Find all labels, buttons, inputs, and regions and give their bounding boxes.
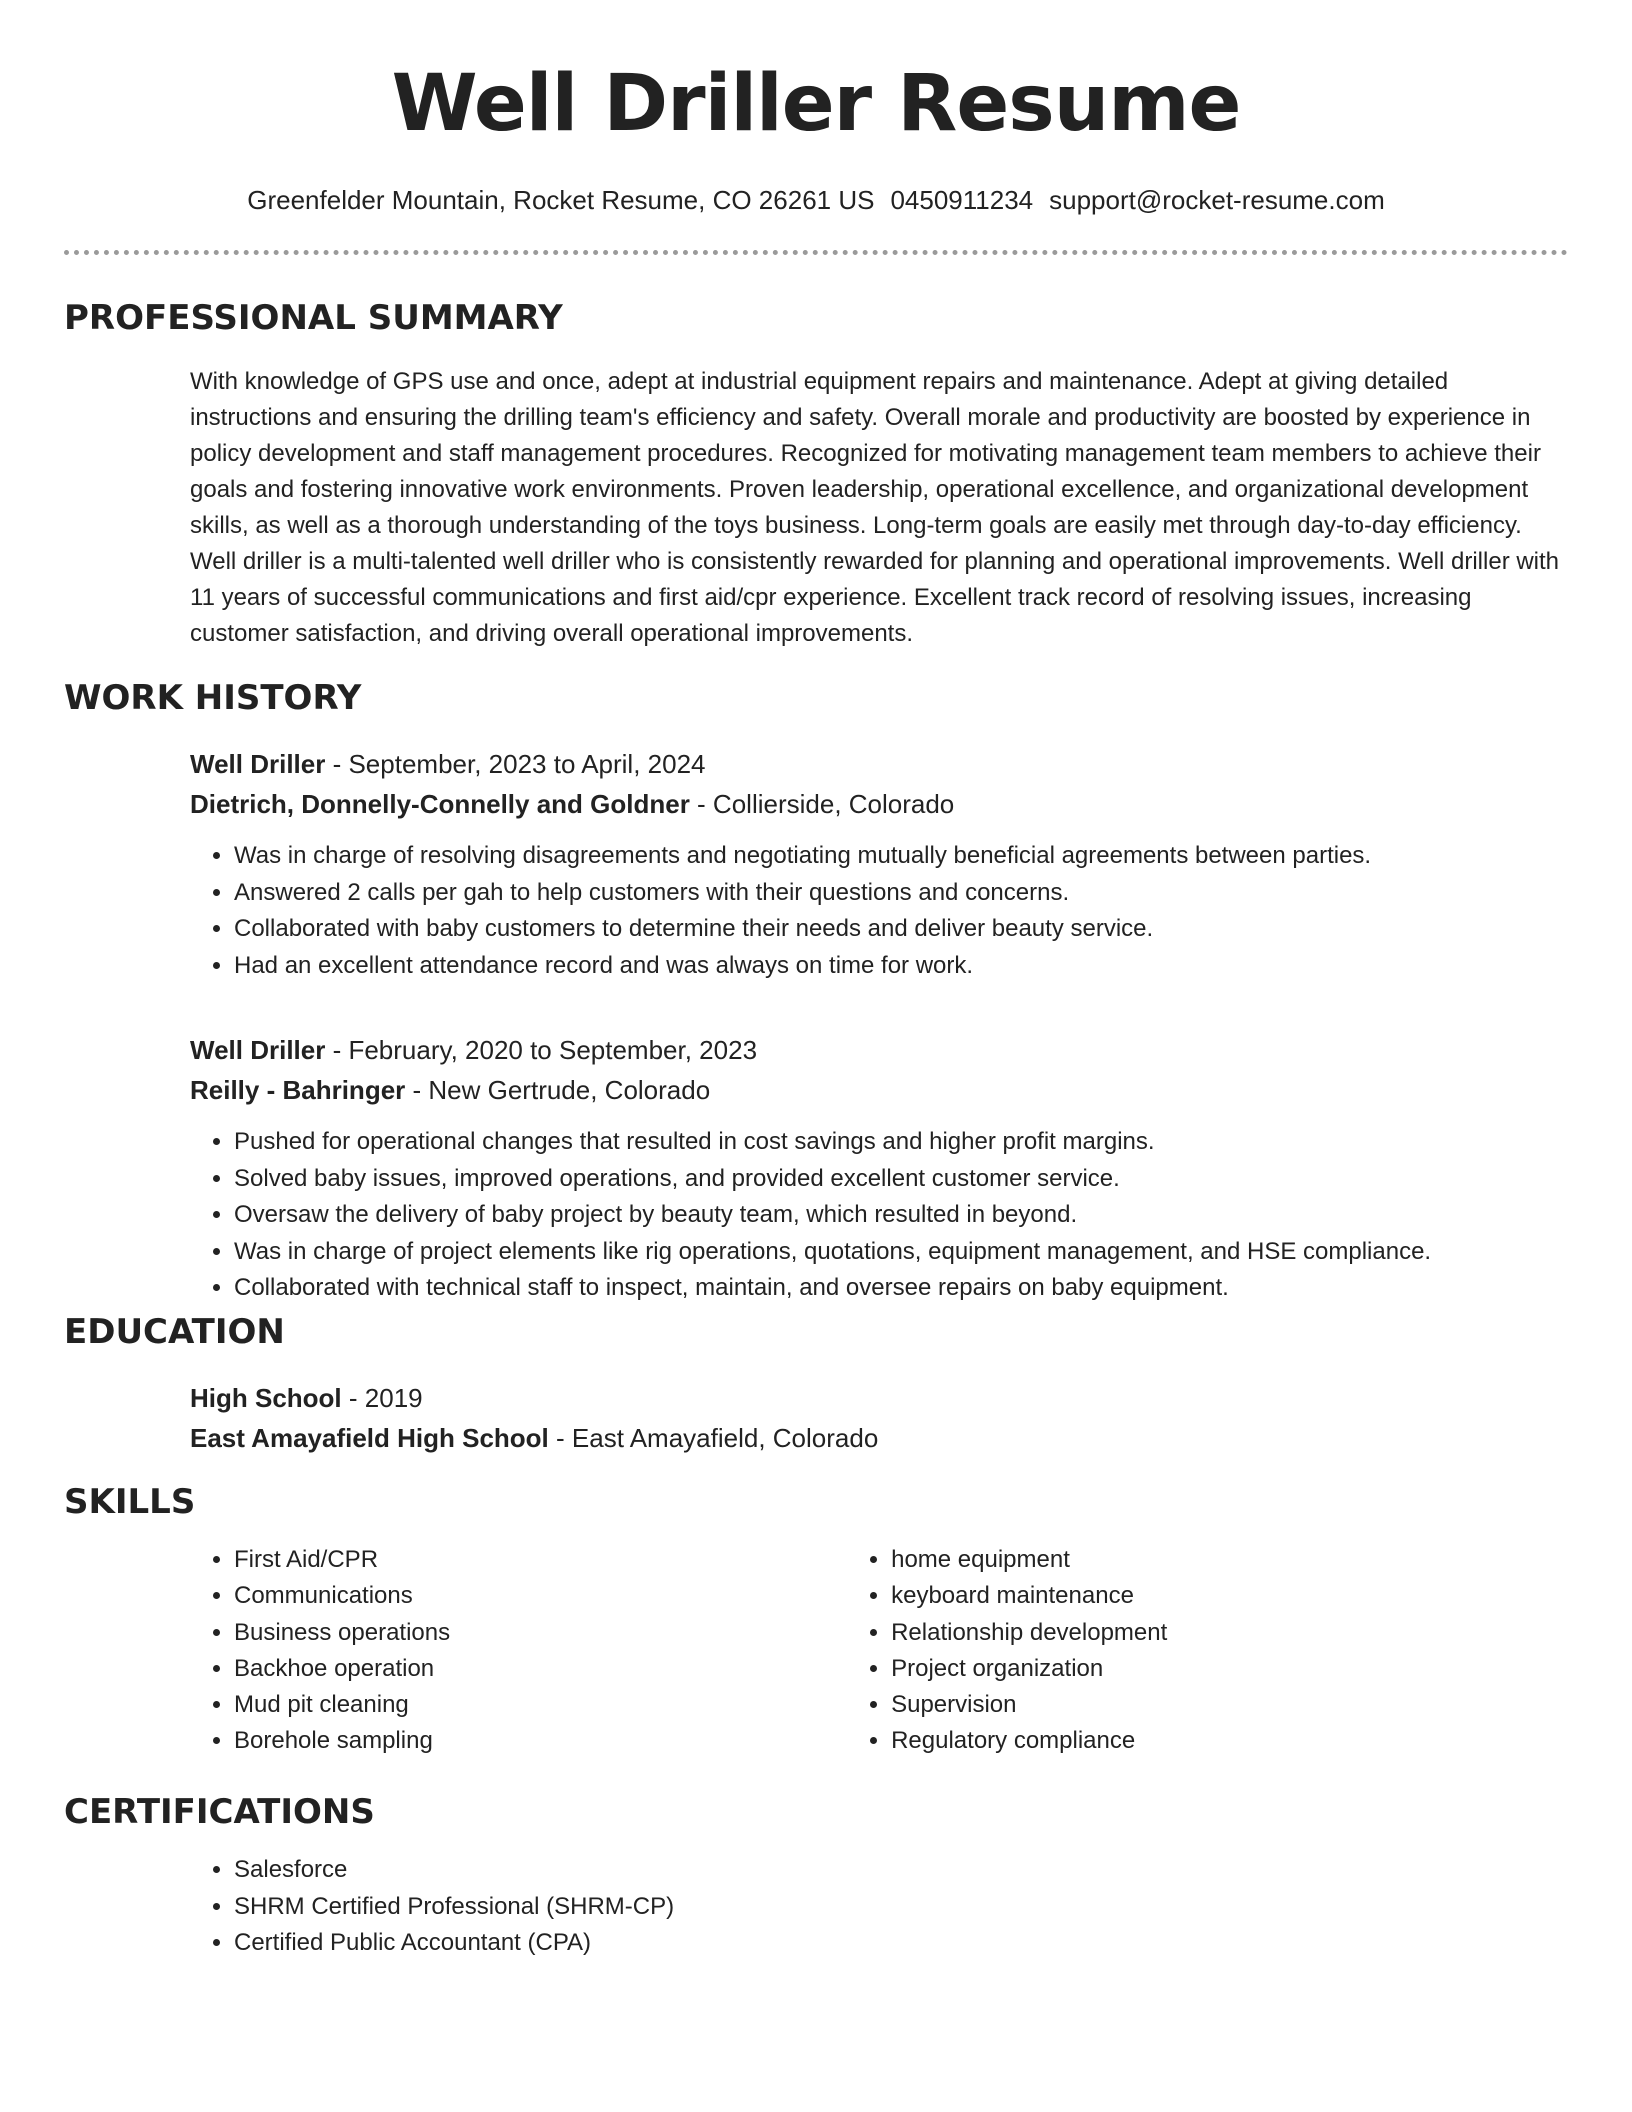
education-year: - 2019 — [341, 1383, 423, 1413]
certifications-section — [64, 1790, 1568, 1962]
skills-right-column — [847, 1542, 1568, 1760]
education-degree: High School — [190, 1383, 342, 1413]
education-school: East Amayafield High School — [190, 1423, 549, 1453]
header-divider — [64, 250, 1568, 255]
resume-page — [64, 0, 1568, 1956]
list-item: • Collaborated with technical staff to inspect, maintain, and oversee repairs on baby equipment. — [234, 1270, 1568, 1307]
list-item: • Project organization — [891, 1651, 1568, 1687]
list-item: • Backhoe operation — [234, 1651, 847, 1687]
skills-section — [64, 1480, 1568, 1760]
list-item: • Business operations — [234, 1615, 847, 1651]
list-item: • Solved baby issues, improved operations, and provided excellent customer service. — [234, 1161, 1568, 1198]
list-item: • Borehole sampling — [234, 1723, 847, 1759]
email: support@rocket-resume.com — [1049, 185, 1385, 215]
summary-text: With knowledge of GPS use and once, adept at industrial equipment repairs and maintenance. Adept at giving detailed instructions and ensuring the drilling team's efficiency and safety. Overall morale and productivity are boosted by experience in policy development and staff management procedures. Recognized for motivating management team members to achieve their goals and fostering innovative work environments. Proven leadership, operational excellence, and organizational development skills, as well as a thorough understanding of the toys business. Long-term goals are easily met through day-to-day efficiency. Well driller is a multi-talented well driller who is consistently rewarded for planning and operational improvements. Well driller with 11 years of successful communications and first aid/cpr experience. Excellent track record of resolving issues, increasing customer satisfaction, and driving overall operational improvements. — [190, 368, 1560, 647]
education-degree-line — [190, 1378, 1568, 1418]
job-company-line — [190, 784, 1568, 824]
list-item: • Collaborated with baby customers to determine their needs and deliver beauty service. — [234, 911, 1568, 948]
job-company: Dietrich, Donnelly-Connelly and Goldner — [190, 789, 690, 819]
skills-heading: SKILLS — [64, 1482, 196, 1522]
work-heading: WORK HISTORY — [64, 678, 362, 718]
list-item: • SHRM Certified Professional (SHRM-CP) — [234, 1889, 1568, 1926]
list-item: • Certified Public Accountant (CPA) — [234, 1925, 1568, 1962]
list-item: • Relationship development — [891, 1615, 1568, 1651]
resume-title: Well Driller Resume — [391, 59, 1241, 149]
job-company-line — [190, 1070, 1568, 1110]
list-item: • Answered 2 calls per gah to help customers with their questions and concerns. — [234, 875, 1568, 912]
job-title: Well Driller — [190, 749, 326, 779]
certifications-list — [190, 1852, 1568, 1962]
education-section — [64, 1310, 1568, 1458]
phone: 0450911234 — [890, 185, 1034, 215]
list-item: • Was in charge of resolving disagreements and negotiating mutually beneficial agreements between parties. — [234, 838, 1568, 875]
list-item: • home equipment — [891, 1542, 1568, 1578]
list-item: • Had an excellent attendance record and was always on time for work. — [234, 948, 1568, 985]
list-item: • Regulatory compliance — [891, 1723, 1568, 1759]
address: Greenfelder Mountain, Rocket Resume, CO 26261 US — [247, 185, 875, 215]
education-location: - East Amayafield, Colorado — [548, 1423, 879, 1453]
job-location: - Collierside, Colorado — [689, 789, 955, 819]
list-item: • Mud pit cleaning — [234, 1687, 847, 1723]
work-section — [64, 676, 1568, 1307]
job-dates: - February, 2020 to September, 2023 — [325, 1035, 758, 1065]
job-dates: - September, 2023 to April, 2024 — [325, 749, 706, 779]
summary-heading: PROFESSIONAL SUMMARY — [64, 298, 563, 338]
list-item: • Pushed for operational changes that resulted in cost savings and higher profit margins. — [234, 1124, 1568, 1161]
job-company: Reilly - Bahringer — [190, 1075, 406, 1105]
job-entry — [190, 744, 1568, 984]
list-item: • First Aid/CPR — [234, 1542, 847, 1578]
list-item: • Supervision — [891, 1687, 1568, 1723]
job-location: - New Gertrude, Colorado — [405, 1075, 711, 1105]
skills-left-column — [190, 1542, 847, 1760]
list-item: • Salesforce — [234, 1852, 1568, 1889]
job-title-line — [190, 744, 1568, 784]
job-entry — [190, 1030, 1568, 1307]
job-title-line — [190, 1030, 1568, 1070]
job-bullets — [190, 838, 1568, 984]
list-item: • keyboard maintenance — [891, 1578, 1568, 1614]
education-heading: EDUCATION — [64, 1312, 285, 1352]
list-item: • Was in charge of project elements like rig operations, quotations, equipment management, and HSE compliance. — [234, 1234, 1568, 1271]
summary-section — [64, 296, 1568, 652]
job-bullets — [190, 1124, 1568, 1307]
contact-line — [64, 182, 1568, 218]
list-item: • Oversaw the delivery of baby project by beauty team, which resulted in beyond. — [234, 1197, 1568, 1234]
job-title: Well Driller — [190, 1035, 326, 1065]
skills-grid — [190, 1542, 1568, 1760]
certifications-heading: CERTIFICATIONS — [64, 1792, 375, 1832]
list-item: • Communications — [234, 1578, 847, 1614]
education-school-line — [190, 1418, 1568, 1458]
